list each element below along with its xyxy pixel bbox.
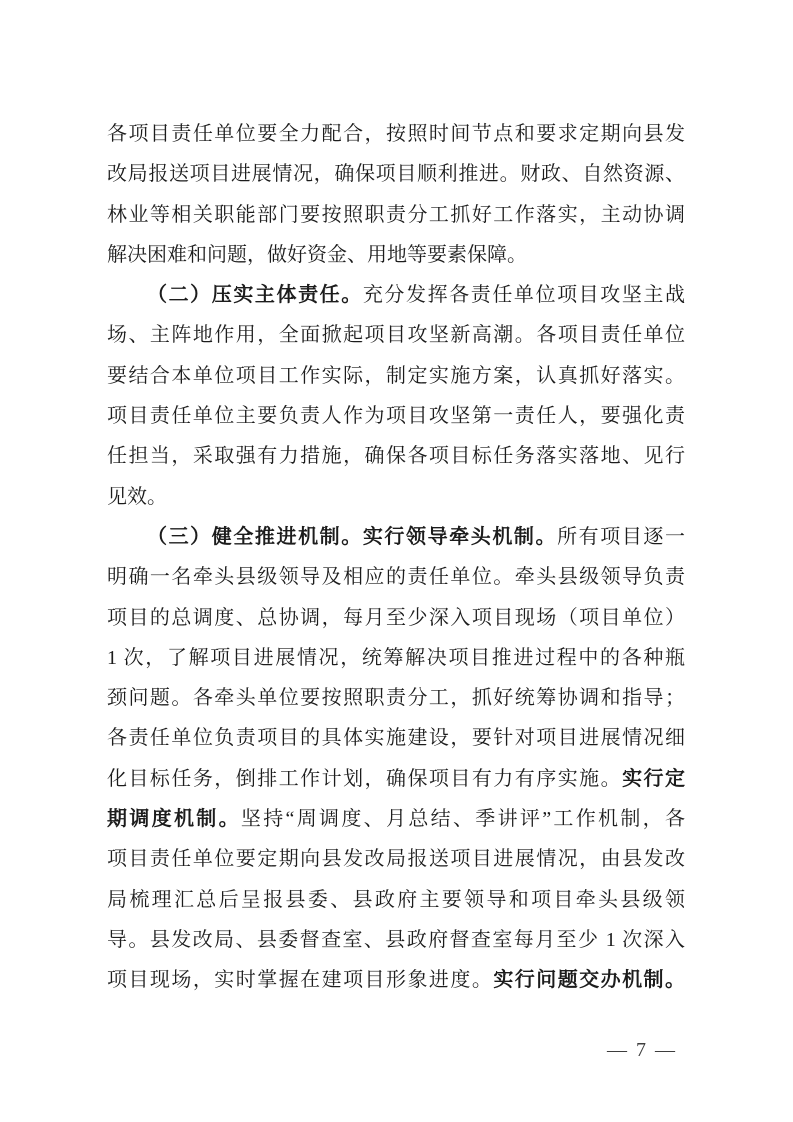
text-line — [107, 799, 685, 839]
body-text-segment: 1 次，了解项目进展情况，统筹解决项目推进过程中的各种瓶 — [107, 646, 685, 669]
text-line — [107, 839, 685, 879]
body-text-segment: 项目现场，实时掌握在建项目形象进度。 — [107, 969, 494, 992]
body-text-segment: 各责任单位负责项目的具体实施建设，要针对项目进展情况细 — [107, 727, 685, 750]
body-text-segment: 局梳理汇总后呈报县委、县政府主要领导和项目牵头县级领 — [107, 888, 685, 911]
text-line — [107, 235, 685, 275]
body-text-segment: 任担当，采取强有力措施，确保各项目标任务落实落地、见行 — [107, 445, 685, 468]
body-text-segment: 导。县发改局、县委督查室、县政府督查室每月至少 1 次深入 — [107, 928, 685, 951]
document-body — [107, 114, 685, 1001]
body-text-segment: 见效。 — [107, 485, 167, 508]
text-line — [107, 396, 685, 436]
text-line — [107, 638, 685, 678]
body-text-segment: 林业等相关职能部门要按照职责分工抓好工作落实，主动协调 — [107, 203, 685, 226]
body-text-segment: 场、主阵地作用，全面掀起项目攻坚新高潮。各项目责任单位 — [107, 324, 685, 347]
body-text-segment: 明确一名牵头县级领导及相应的责任单位。牵头县级领导负责 — [107, 566, 685, 589]
page-number: — 7 — — [607, 1039, 677, 1061]
text-line — [107, 477, 685, 517]
emphasized-text: （二）压实主体责任。 — [147, 284, 363, 307]
text-line — [107, 880, 685, 920]
text-line — [107, 920, 685, 960]
text-line — [107, 275, 685, 315]
emphasized-text: 期调度机制。 — [107, 808, 241, 831]
body-text-segment: 充分发挥各责任单位项目攻坚主战 — [362, 284, 686, 307]
text-line — [107, 154, 685, 194]
text-line — [107, 195, 685, 235]
text-line — [107, 759, 685, 799]
text-line — [107, 315, 685, 355]
body-text-segment: 颈问题。各牵头单位要按照职责分工，抓好统筹协调和指导； — [107, 687, 685, 710]
text-line — [107, 356, 685, 396]
body-text-segment: 改局报送项目进展情况，确保项目顺利推进。财政、自然资源、 — [107, 163, 685, 186]
body-text-segment: 各项目责任单位要全力配合，按照时间节点和要求定期向县发 — [107, 123, 685, 145]
text-line — [107, 114, 685, 154]
body-text-segment: 项目责任单位主要负责人作为项目攻坚第一责任人，要强化责 — [107, 405, 685, 428]
body-text-segment: 所有项目逐一 — [557, 525, 686, 548]
paragraph — [107, 114, 685, 275]
body-text-segment: 要结合本单位项目工作实际，制定实施方案，认真抓好落实。 — [107, 364, 685, 387]
body-text-segment: 化目标任务，倒排工作计划，确保项目有力有序实施。 — [107, 767, 623, 790]
paragraph — [107, 517, 685, 1001]
text-line — [107, 960, 685, 1000]
text-line — [107, 718, 685, 758]
body-text-segment: 项目的总调度、总协调，每月至少深入项目现场（项目单位） — [107, 606, 685, 629]
emphasized-text: 实行定 — [622, 767, 686, 790]
text-line — [107, 598, 685, 638]
paragraph — [107, 275, 685, 517]
text-line — [107, 517, 685, 557]
text-line — [107, 436, 685, 476]
text-line — [107, 557, 685, 597]
body-text-segment: 项目责任单位要定期向县发改局报送项目进展情况，由县发改 — [107, 848, 685, 871]
body-text-segment: 坚持“周调度、月总结、季讲评”工作机制，各 — [240, 808, 685, 831]
body-text-segment: 解决困难和问题，做好资金、用地等要素保障。 — [107, 243, 527, 266]
emphasized-text: （三）健全推进机制。实行领导牵头机制。 — [147, 525, 558, 548]
text-line — [107, 678, 685, 718]
emphasized-text: 实行问题交办机制。 — [493, 969, 686, 992]
